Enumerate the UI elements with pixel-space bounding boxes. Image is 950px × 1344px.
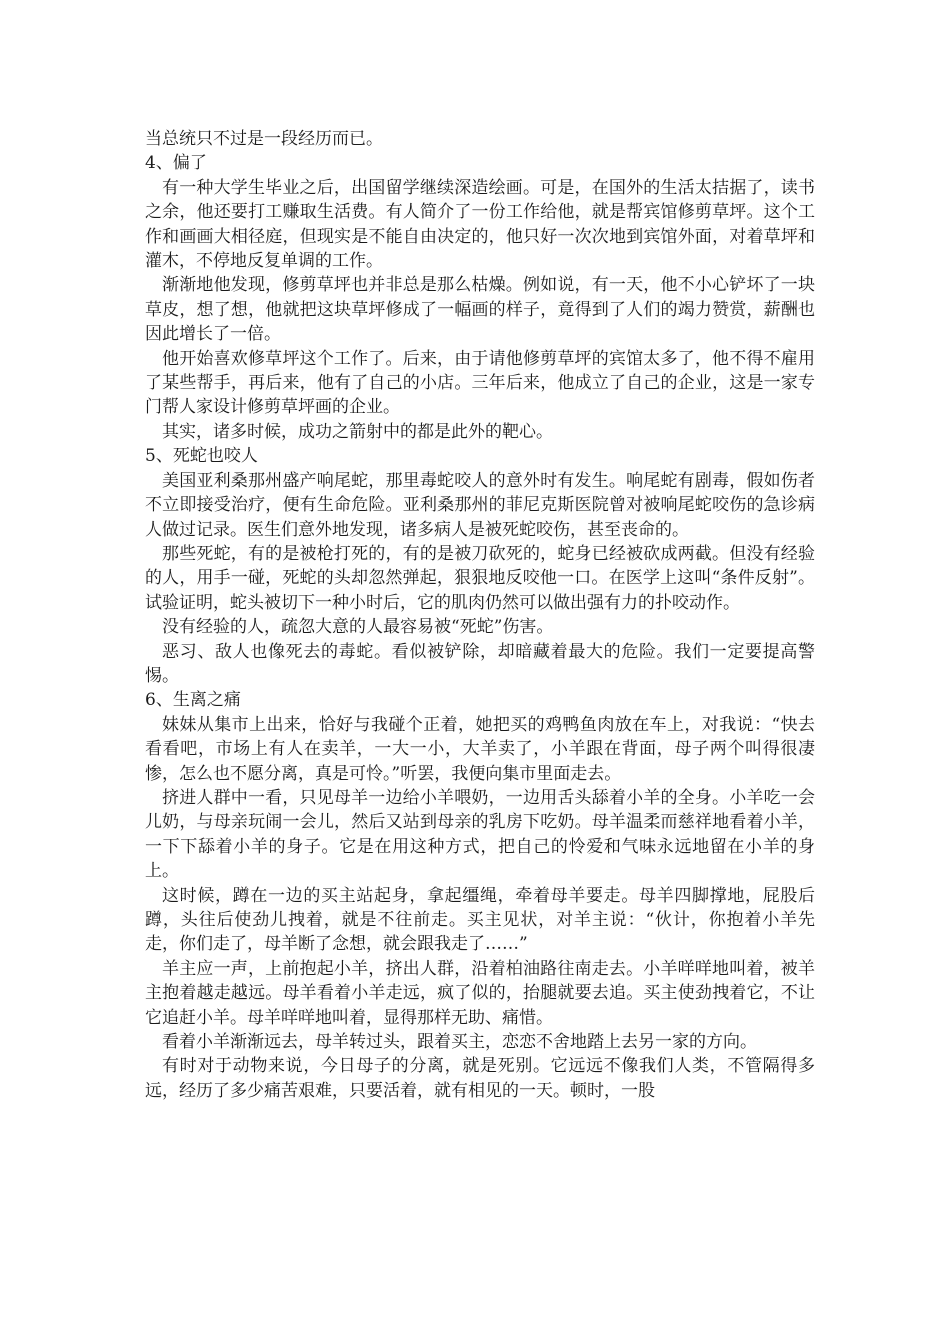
document-page: [145, 127, 815, 1103]
paragraph: 恶习、敌人也像死去的毒蛇。看似被铲除，却暗藏着最大的危险。我们一定要提高警惕。: [145, 641, 815, 686]
paragraph: 妹妹从集市上出来，恰好与我碰个正着，她把买的鸡鸭鱼肉放在车上，对我说：“快去看看吧，市场上有人在卖羊，一大一小，大羊卖了，小羊跟在背面，母子两个叫得很凄惨，怎么也不愿分离，真是可怜。”听罢，我便向集市里面走去。: [145, 714, 815, 784]
section-heading-6: 6、生离之痛: [145, 690, 241, 711]
paragraph: 羊主应一声，上前抱起小羊，挤出人群，沿着柏油路往南走去。小羊咩咩地叫着，被羊主抱着越走越远。母羊看着小羊走远，疯了似的，抬腿就要去追。买主使劲拽着它，不让它追赶小羊。母羊咩咩地叫着，显得那样无助、痛惜。: [145, 958, 815, 1028]
paragraph: 挤进人群中一看，只见母羊一边给小羊喂奶，一边用舌头舔着小羊的全身。小羊吃一会儿奶，与母亲玩闹一会儿，然后又站到母亲的乳房下吃奶。母羊温柔而慈祥地看着小羊，一下下舔着小羊的身子。它是在用这种方式，把自己的怜爱和气味永远地留在小羊的身上。: [145, 787, 815, 882]
paragraph: 有一种大学生毕业之后，出国留学继续深造绘画。可是，在国外的生活太拮据了，读书之余，他还要打工赚取生活费。有人简介了一份工作给他，就是帮宾馆修剪草坪。这个工作和画画大相径庭，但现实是不能自由决定的，他只好一次次地到宾馆外面，对着草坪和灌木，不停地反复单调的工作。: [145, 177, 815, 272]
section-heading-5: 5、死蛇也咬人: [145, 446, 258, 467]
paragraph: 这时候，蹲在一边的买主站起身，拿起缰绳，牵着母羊要走。母羊四脚撑地，屁股后蹲，头往后使劲儿拽着，就是不往前走。买主见状，对羊主说：“伙计，你抱着小羊先走，你们走了，母羊断了念想，就会跟我走了……”: [145, 885, 815, 955]
paragraph: 没有经验的人，疏忽大意的人最容易被“死蛇”伤害。: [162, 617, 554, 638]
paragraph: 那些死蛇，有的是被枪打死的，有的是被刀砍死的，蛇身已经被砍成两截。但没有经验的人，用手一碰，死蛇的头却忽然弹起，狠狠地反咬他一口。在医学上这叫“条件反射”。试验证明，蛇头被切下一种小时后，它的肌肉仍然可以做出强有力的扑咬动作。: [145, 543, 815, 613]
paragraph: 有时对于动物来说，今日母子的分离，就是死别。它远远不像我们人类，不管隔得多远，经历了多少痛苦艰难，只要活着，就有相见的一天。顿时，一股: [145, 1056, 815, 1101]
paragraph: 其实，诸多时候，成功之箭射中的都是此外的靶心。: [162, 421, 553, 442]
paragraph: 渐渐地他发现，修剪草坪也并非总是那么枯燥。例如说，有一天，他不小心铲坏了一块草皮，想了想，他就把这块草坪修成了一幅画的样子，竟得到了人们的竭力赞赏，薪酬也因此增长了一倍。: [145, 275, 815, 345]
paragraph: 美国亚利桑那州盛产响尾蛇，那里毒蛇咬人的意外时有发生。响尾蛇有剧毒，假如伤者不立即接受治疗，便有生命危险。亚利桑那州的菲尼克斯医院曾对被响尾蛇咬伤的急诊病人做过记录。医生们意外地发现，诸多病人是被死蛇咬伤，甚至丧命的。: [145, 470, 815, 540]
paragraph: 他开始喜欢修草坪这个工作了。后来，由于请他修剪草坪的宾馆太多了，他不得不雇用了某些帮手，再后来，他有了自己的小店。三年后来，他成立了自己的企业，这是一家专门帮人家设计修剪草坪画的企业。: [145, 348, 815, 418]
paragraph: 看着小羊渐渐远去，母羊转过头，跟着买主，恋恋不舍地踏上去另一家的方向。: [162, 1032, 757, 1053]
section-heading-4: 4、偏了: [145, 153, 207, 174]
continued-paragraph: 当总统只不过是一段经历而已。: [145, 129, 383, 149]
